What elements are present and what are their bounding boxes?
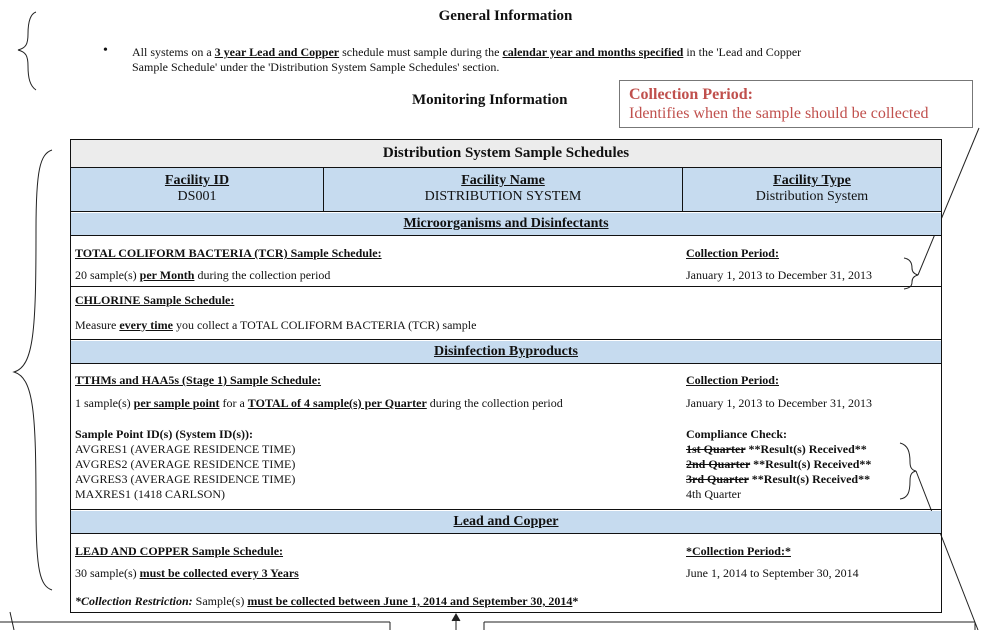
compliance-q1 — [686, 442, 867, 457]
section-dbp — [71, 341, 941, 364]
restriction-text: Sample(s) — [192, 594, 248, 608]
section-lead-label: Lead and Copper — [453, 514, 559, 529]
facility-row — [71, 168, 941, 212]
bullet-text: schedule must sample during the — [339, 45, 503, 59]
quarter-label: 2nd Quarter — [686, 457, 751, 471]
dbp-text: during the collection period — [426, 396, 563, 410]
facility-id-label: Facility ID — [164, 173, 230, 188]
quarter-label: 3rd Quarter — [686, 472, 749, 486]
restriction-text: * — [572, 594, 579, 608]
bullet-emphasis: 3 year Lead and Copper — [214, 45, 340, 59]
tcr-period-label: Collection Period: — [686, 246, 779, 260]
dbp-period-label: Collection Period: — [686, 373, 779, 387]
facility-name-label: Facility Name — [461, 173, 545, 188]
chlorine-text: Measure — [75, 318, 120, 332]
sample-point: AVGRES3 (AVERAGE RESIDENCE TIME) — [75, 472, 296, 486]
sample-schedule-table — [70, 139, 942, 613]
lead-text: 30 sample(s) — [75, 566, 140, 580]
lead-frequency — [75, 566, 299, 581]
tcr-text: during the collection period — [194, 268, 331, 282]
callout-heading: Collection Period: — [629, 86, 753, 103]
bullet-emphasis: calendar year and months specified — [502, 45, 684, 59]
schedule-brace — [14, 150, 52, 590]
lead-block — [71, 534, 941, 612]
chlorine-frequency — [75, 318, 476, 333]
dbp-text: 1 sample(s) — [75, 396, 134, 410]
sample-points-label: Sample Point ID(s) (System ID(s)): — [75, 427, 253, 441]
general-info-title: General Information — [438, 8, 573, 24]
facility-name-cell — [324, 168, 683, 211]
compliance-label: Compliance Check: — [686, 427, 787, 441]
chlorine-text: you collect a TOTAL COLIFORM BACTERIA (TCR) sample — [172, 318, 477, 332]
facility-name-value: DISTRIBUTION SYSTEM — [424, 189, 582, 204]
dbp-emphasis: TOTAL of 4 sample(s) per Quarter — [247, 396, 427, 410]
collection-restriction — [75, 594, 578, 609]
section-lead — [71, 511, 941, 534]
compliance-q4: 4th Quarter — [686, 487, 741, 501]
tcr-text: 20 sample(s) — [75, 268, 140, 282]
lead-emphasis: must be collected every 3 Years — [139, 566, 299, 580]
facility-type-value: Distribution System — [755, 189, 869, 204]
quarter-status: **Result(s) Received** — [750, 457, 872, 471]
dbp-emphasis: per sample point — [133, 396, 220, 410]
quarter-label: 1st Quarter — [686, 442, 746, 456]
callout-body: Identifies when the sample should be collected — [629, 105, 929, 122]
dbp-frequency — [75, 396, 563, 411]
section-dbp-label: Disinfection Byproducts — [433, 344, 579, 359]
facility-id-cell — [71, 168, 324, 211]
tcr-period-value: January 1, 2013 to December 31, 2013 — [686, 268, 872, 282]
facility-id-value: DS001 — [177, 189, 217, 204]
monitoring-info-title: Monitoring Information — [412, 92, 568, 108]
sample-point: MAXRES1 (1418 CARLSON) — [75, 487, 226, 501]
facility-type-cell — [683, 168, 941, 211]
quarter-status: **Result(s) Received** — [745, 442, 867, 456]
section-micro — [71, 213, 941, 236]
dbp-text: for a — [219, 396, 248, 410]
sample-point: AVGRES2 (AVERAGE RESIDENCE TIME) — [75, 457, 296, 471]
dbp-title: TTHMs and HAA5s (Stage 1) Sample Schedule: — [75, 373, 322, 387]
schedule-title: Distribution System Sample Schedules — [71, 140, 941, 168]
section-micro-label: Microorganisms and Disinfectants — [403, 216, 609, 231]
chlorine-title: CHLORINE Sample Schedule: — [75, 293, 235, 307]
chlorine-block — [71, 287, 941, 340]
general-bullet — [132, 45, 932, 75]
bullet-text: Sample Schedule' under the 'Distribution System Sample Schedules' section. — [132, 60, 500, 74]
restriction-label: *Collection Restriction: — [75, 594, 193, 608]
dbp-block — [71, 364, 941, 510]
quarter-status: **Result(s) Received** — [748, 472, 871, 486]
lead-period-label: *Collection Period:* — [686, 544, 791, 558]
facility-type-label: Facility Type — [773, 173, 851, 188]
dbp-period-value: January 1, 2013 to December 31, 2013 — [686, 396, 872, 410]
bullet-text: in the 'Lead and Copper — [683, 45, 802, 59]
tcr-title: TOTAL COLIFORM BACTERIA (TCR) Sample Schedule: — [75, 246, 382, 260]
collection-period-callout — [619, 80, 973, 128]
lead-period-value: June 1, 2014 to September 30, 2014 — [686, 566, 859, 580]
tcr-frequency — [75, 268, 330, 283]
compliance-q2 — [686, 457, 871, 472]
bullet-dot: • — [103, 43, 108, 58]
bullet-text: All systems on a — [132, 45, 215, 59]
lead-title: LEAD AND COPPER Sample Schedule: — [75, 544, 284, 558]
tcr-emphasis: per Month — [139, 268, 195, 282]
restriction-emphasis: must be collected between June 1, 2014 and September 30, 2014 — [247, 594, 573, 608]
tcr-block — [71, 236, 941, 287]
compliance-q3 — [686, 472, 870, 487]
sample-point: AVGRES1 (AVERAGE RESIDENCE TIME) — [75, 442, 296, 456]
chlorine-emphasis: every time — [119, 318, 173, 332]
